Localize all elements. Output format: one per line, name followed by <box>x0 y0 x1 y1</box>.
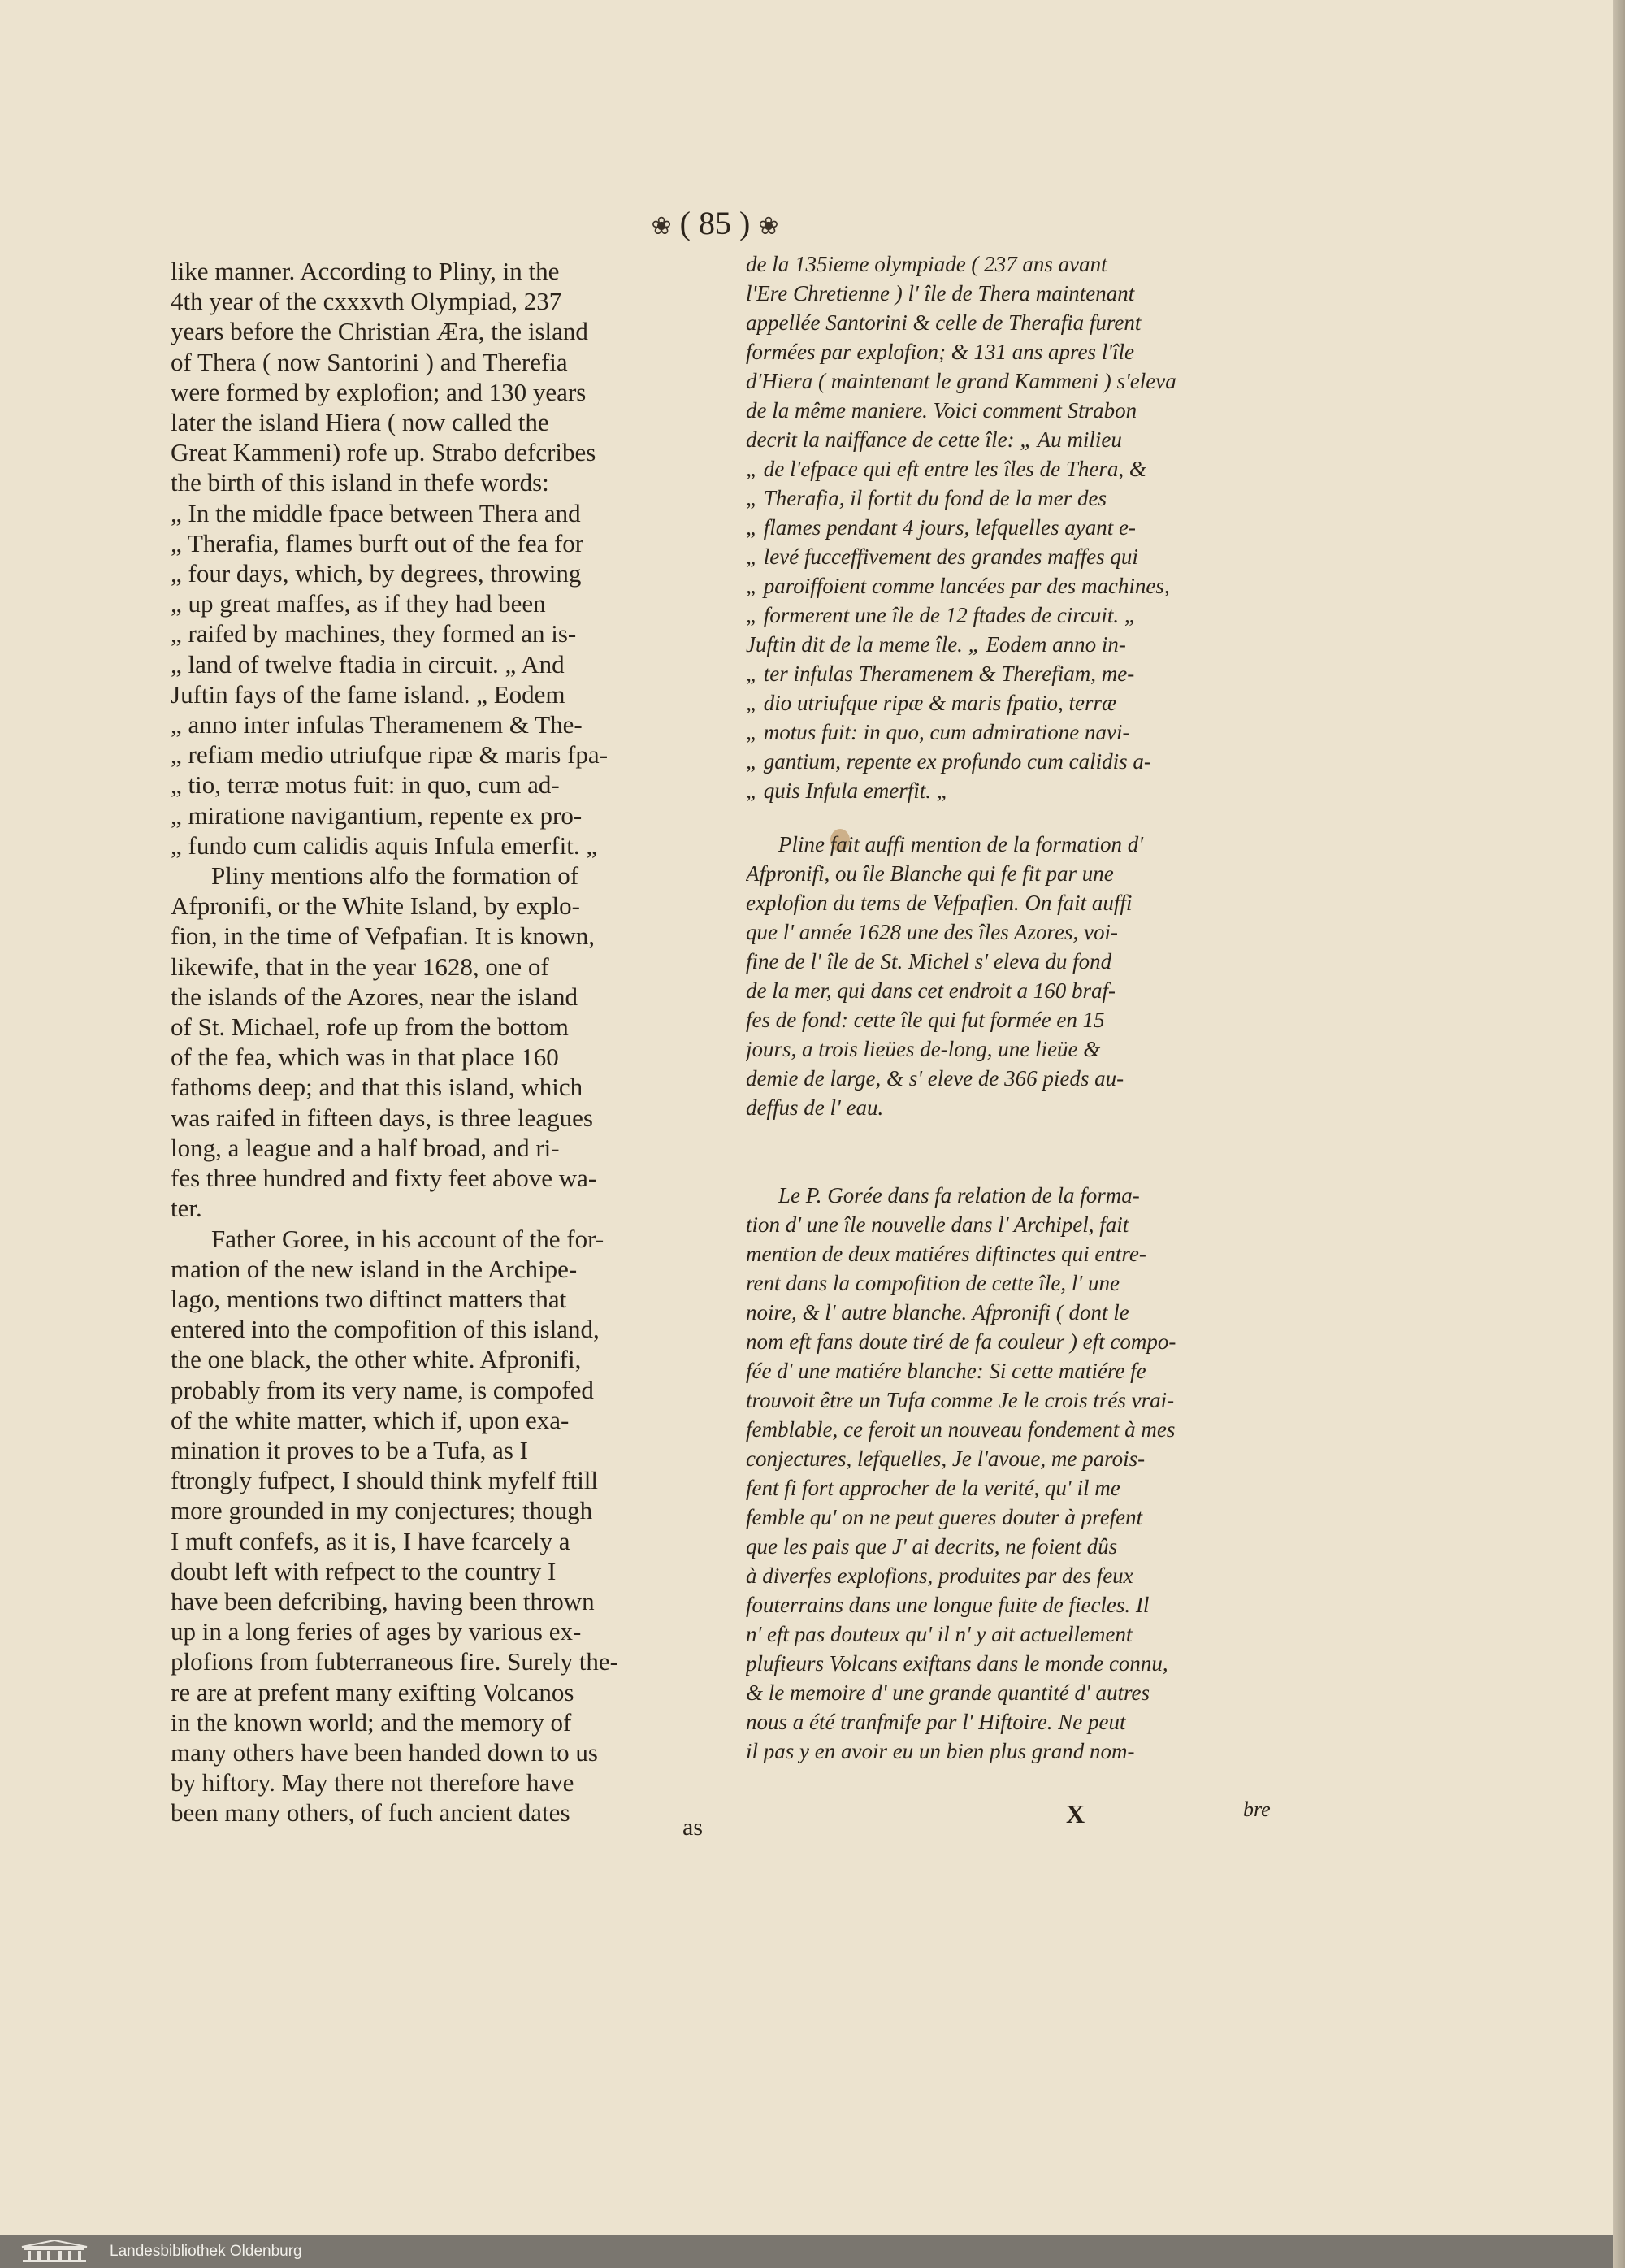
text-line: by hiftory. May there not therefore have <box>171 1768 574 1797</box>
text-line: rent dans la compofition de cette île, l' une <box>746 1271 1120 1295</box>
text-line: later the island Hiera ( now called the <box>171 408 549 437</box>
text-line: „ four days, which, by degrees, throwing <box>171 559 582 588</box>
text-line: Juftin dit de la meme île. „ Eodem anno in- <box>746 632 1126 657</box>
text-line: probably from its very name, is compofed <box>171 1375 594 1404</box>
text-line: „ ter infulas Theramenem & Therefiam, me- <box>746 661 1135 686</box>
text-line: demie de large, & s' eleve de 366 pieds au- <box>746 1066 1124 1091</box>
text-line: „ raifed by machines, they formed an is- <box>171 619 577 648</box>
paragraph-gap <box>746 1122 1274 1181</box>
catchword-english: as <box>682 1814 703 1841</box>
text-line: of Thera ( now Santorini ) and Therefia <box>171 347 568 376</box>
text-line: de la même maniere. Voici comment Strabon <box>746 398 1138 423</box>
text-line: „ motus fuit: in quo, cum admiratione navi- <box>746 720 1130 744</box>
text-line: femble qu' on ne peut gueres douter à prefent <box>746 1505 1143 1529</box>
text-line: the islands of the Azores, near the island <box>171 982 578 1011</box>
text-line: „ Therafia, flames burft out of the fea for <box>171 528 584 557</box>
text-line: n' eft pas douteux qu' il n' y ait actuellement <box>746 1622 1133 1646</box>
text-line: were formed by explofion; and 130 years <box>171 377 587 406</box>
text-line: lago, mentions two diftinct matters that <box>171 1284 567 1313</box>
text-line: fine de l' île de St. Michel s' eleva du fond <box>746 949 1112 974</box>
text-line: nom eft fans doute tiré de fa couleur ) eft compo- <box>746 1329 1176 1354</box>
text-line: like manner. According to Pliny, in the <box>171 257 560 285</box>
text-line: re are at prefent many exifting Volcanos <box>171 1677 574 1706</box>
text-line: de la mer, qui dans cet endroit a 160 braf- <box>746 978 1116 1003</box>
text-line: been many others, of fuch ancient dates <box>171 1798 570 1828</box>
text-line: long, a league and a half broad, and ri- <box>171 1133 560 1162</box>
text-line: Father Goree, in his account of the for- <box>211 1224 604 1253</box>
text-line: I muft confefs, as it is, I have fcarcely a <box>171 1526 570 1555</box>
text-line: doubt left with refpect to the country I <box>171 1556 557 1585</box>
text-line: jours, a trois lieües de-long, une lieüe & <box>746 1037 1101 1061</box>
text-line: likewife, that in the year 1628, one of <box>171 952 549 981</box>
text-line: Pliny mentions alfo the formation of <box>211 861 579 891</box>
text-line: 4th year of the cxxxvth Olympiad, 237 <box>171 287 562 316</box>
text-line: entered into the compofition of this island, <box>171 1315 600 1344</box>
text-line: mination it proves to be a Tufa, as I <box>171 1435 528 1464</box>
library-name: Landesbibliothek Oldenburg <box>110 2243 302 2260</box>
text-line: „ levé fucceffivement des grandes maffes qui <box>746 544 1138 569</box>
text-line: que l' année 1628 une des îles Azores, voi- <box>746 920 1118 944</box>
text-line: trouvoit être un Tufa comme Je le crois trés vrai- <box>746 1388 1175 1412</box>
paragraph-gap <box>746 805 1274 830</box>
text-line: „ refiam medio utriufque ripæ & maris fpa- <box>171 740 609 770</box>
text-line: fouterrains dans une longue fuite de fiecles. Il <box>746 1593 1150 1617</box>
text-line: „ anno inter infulas Theramenem & The- <box>171 710 583 739</box>
page-edge <box>1613 0 1625 2268</box>
text-line: years before the Christian Æra, the island <box>171 317 588 346</box>
text-line: appellée Santorini & celle de Therafia furent <box>746 310 1142 335</box>
text-line: decrit la naiffance de cette île: „ Au milieu <box>746 427 1122 452</box>
text-line: was raifed in fifteen days, is three leagues <box>171 1103 593 1132</box>
ornament-left-icon: ❀ <box>651 212 672 240</box>
french-column <box>746 249 1274 1766</box>
text-line: femblable, ce feroit un nouveau fondement à mes <box>746 1417 1176 1442</box>
text-line: d'Hiera ( maintenant le grand Kammeni ) s'eleva <box>746 369 1176 393</box>
text-line: & le memoire d' une grande quantité d' autres <box>746 1680 1150 1705</box>
text-line: up in a long feries of ages by various ex- <box>171 1617 582 1646</box>
text-line: Le P. Gorée dans fa relation de la forma- <box>778 1183 1140 1208</box>
ornament-right-icon: ❀ <box>758 212 779 240</box>
text-line: ter. <box>171 1194 202 1223</box>
text-line: of St. Michael, rofe up from the bottom <box>171 1013 569 1042</box>
text-line: mation of the new island in the Archipe- <box>171 1254 578 1283</box>
text-line: more grounded in my conjectures; though <box>171 1496 593 1525</box>
text-line: „ quis Infula emerfit. „ <box>746 778 949 803</box>
text-line: „ formerent une île de 12 ftades de circuit. „ <box>746 603 1137 627</box>
text-line: „ miratione navigantium, repente ex pro- <box>171 800 583 830</box>
text-line: formées par explofion; & 131 ans apres l'île <box>746 340 1134 364</box>
text-line: plufieurs Volcans exiftans dans le monde connu, <box>746 1651 1168 1676</box>
text-line: Great Kammeni) rofe up. Strabo defcribes <box>171 438 596 467</box>
text-line: in the known world; and the memory of <box>171 1707 572 1737</box>
text-line: ftrongly fufpect, I should think myfelf ftill <box>171 1466 599 1495</box>
text-line: fée d' une matiére blanche: Si cette matiére fe <box>746 1359 1146 1383</box>
text-line: fathoms deep; and that this island, which <box>171 1073 583 1102</box>
text-line: conjectures, lefquelles, Je l'avoue, me parois- <box>746 1446 1146 1471</box>
text-line: „ Therafia, il fortit du fond de la mer des <box>746 486 1107 510</box>
catchword-french: bre <box>1243 1797 1271 1821</box>
text-line: the birth of this island in thefe words: <box>171 468 549 497</box>
text-line: explofion du tems de Vefpafien. On fait auffi <box>746 891 1133 915</box>
text-line: „ In the middle fpace between Thera and <box>171 498 581 527</box>
text-line: nous a été tranfmife par l' Hiftoire. Ne peut <box>746 1710 1126 1734</box>
text-line: „ tio, terræ motus fuit: in quo, cum ad- <box>171 770 560 800</box>
text-line: „ dio utriufque ripæ & maris fpatio, terræ <box>746 691 1117 715</box>
text-line: Juftin fays of the fame island. „ Eodem <box>171 679 566 709</box>
english-column <box>171 256 715 1828</box>
text-line: „ paroiffoient comme lancées par des machines, <box>746 574 1170 598</box>
library-building-icon <box>18 2239 91 2263</box>
text-line: à diverfes explofions, produites par des feux <box>746 1563 1133 1588</box>
text-line: „ gantium, repente ex profundo cum calidis a- <box>746 749 1151 774</box>
text-line: fes de fond: cette île qui fut formée en 15 <box>746 1008 1105 1032</box>
text-line: „ flames pendant 4 jours, lefquelles ayant e- <box>746 515 1136 540</box>
signature-mark: X <box>1066 1799 1086 1828</box>
text-line: tion d' une île nouvelle dans l' Archipel, fait <box>746 1212 1129 1237</box>
page-number: ( 85 ) <box>679 205 751 241</box>
text-line: noire, & l' autre blanche. Afpronifi ( dont le <box>746 1300 1129 1325</box>
text-line: que les pais que J' ai decrits, ne foient dûs <box>746 1534 1118 1559</box>
text-line: mention de deux matiéres diftinctes qui entre- <box>746 1242 1146 1266</box>
text-line: fent fi fort approcher de la verité, qu' il me <box>746 1476 1120 1500</box>
text-line: many others have been handed down to us <box>171 1737 599 1767</box>
text-line: of the white matter, which if, upon exa- <box>171 1405 570 1434</box>
text-line: the one black, the other white. Afpronifi, <box>171 1345 582 1374</box>
text-line: Afpronifi, ou île Blanche qui fe fit par une <box>746 861 1114 886</box>
text-line: fion, in the time of Vefpafian. It is known, <box>171 922 596 951</box>
text-line: de la 135ieme olympiade ( 237 ans avant <box>746 252 1107 276</box>
text-line: Pline fait auffi mention de la formation d' <box>778 832 1143 856</box>
text-line: deffus de l' eau. <box>746 1095 884 1120</box>
page-header <box>618 199 812 248</box>
text-line: Afpronifi, or the White Island, by explo- <box>171 891 580 921</box>
text-line: „ up great maffes, as if they had been <box>171 589 546 618</box>
text-line: „ land of twelve ftadia in circuit. „ And <box>171 649 565 679</box>
text-line: plofions from fubterraneous fire. Surely the- <box>171 1647 618 1676</box>
text-line: l'Ere Chretienne ) l' île de Thera maintenant <box>746 281 1135 306</box>
text-line: „ fundo cum calidis aquis Infula emerfit. „ <box>171 830 598 860</box>
text-line: il pas y en avoir eu un bien plus grand nom- <box>746 1739 1135 1763</box>
text-line: fes three hundred and fixty feet above wa- <box>171 1164 597 1193</box>
text-line: „ de l'efpace qui eft entre les îles de Thera, & <box>746 457 1146 481</box>
text-line: of the fea, which was in that place 160 <box>171 1043 559 1072</box>
text-line: have been defcribing, having been thrown <box>171 1586 595 1615</box>
